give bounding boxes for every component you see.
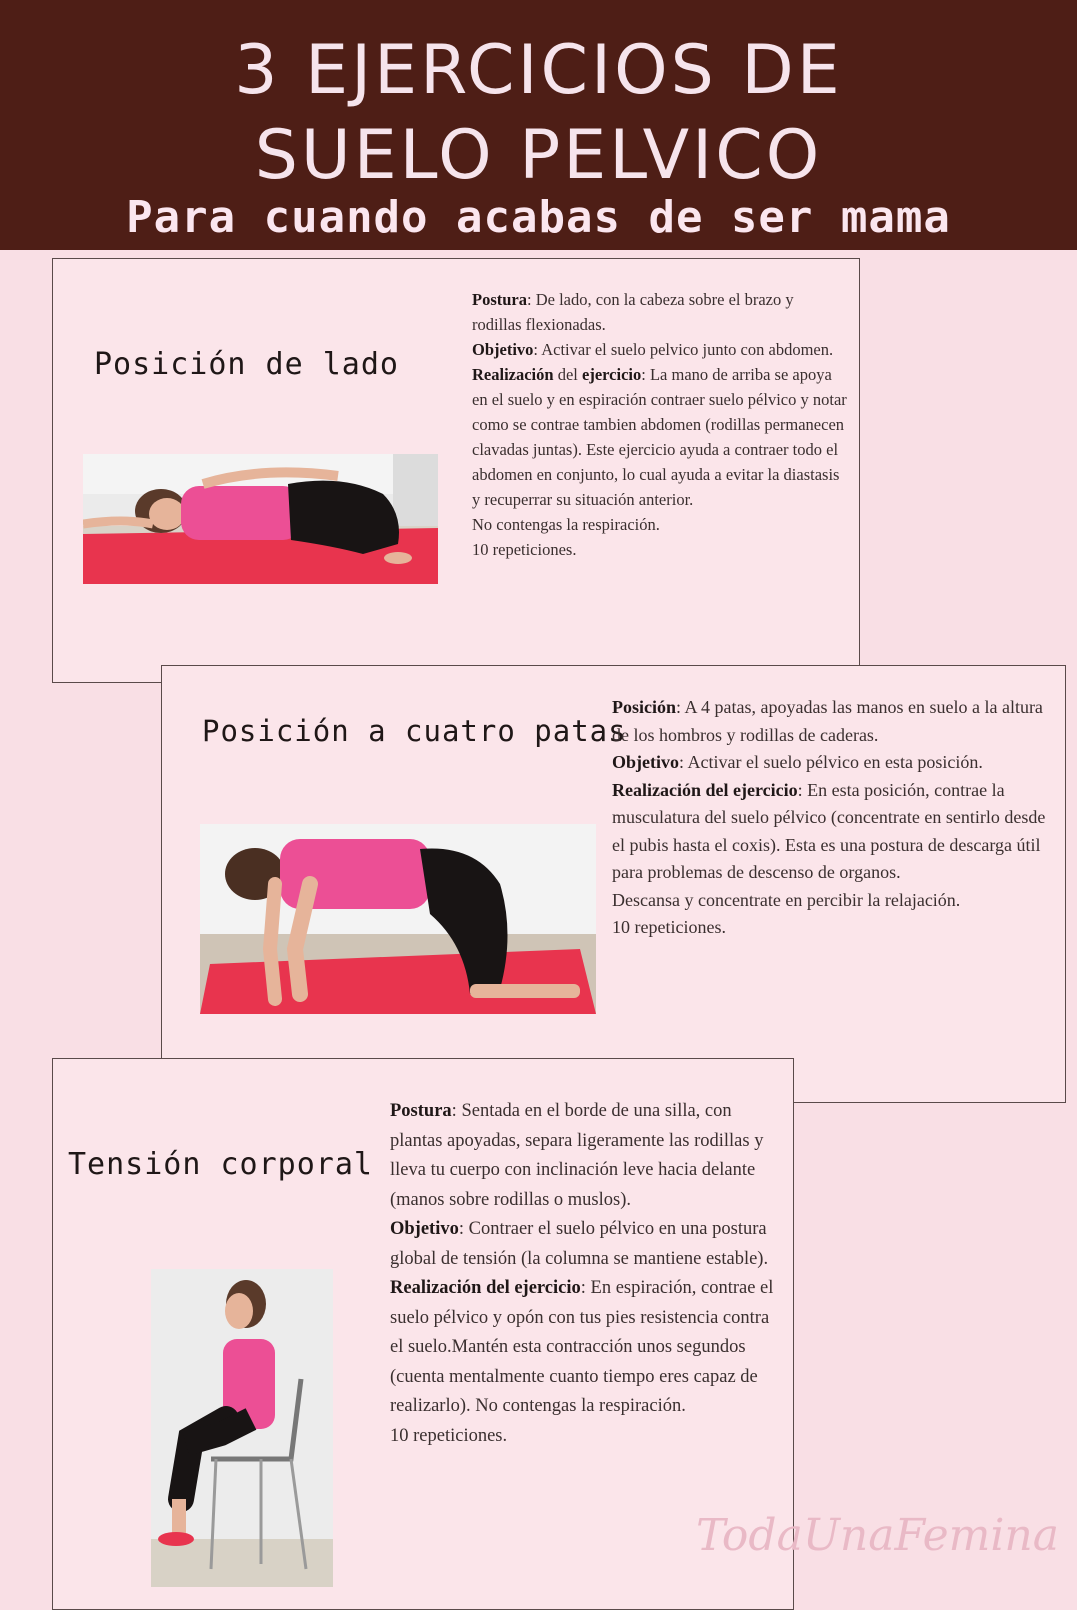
repetitions: 10 repeticiones. [390,1425,508,1446]
header-banner [0,0,1077,250]
objetivo-label: Objetivo [472,340,534,359]
exercise-card-side [52,258,860,683]
objetivo-label: Objetivo [390,1219,459,1239]
realizacion-label: Realización del ejercicio [612,779,798,800]
realizacion-text: La mano de arriba se apoya en el suelo y en espiración contraer suelo pélvico y notar como se contrae tambien abdomen (rodillas permanecen clavadas juntas). Este ejercicio ayuda a contraer todo el abdomen en conjunto, lo cual ayuda a evitar la diastasis y recuperrar su situación anterior. [472,365,847,509]
posicion-text: A 4 patas, apoyadas las manos en suelo a la altura de los hombros y rodillas de caderas. [612,697,1043,745]
woman-side-lying-photo [83,454,438,584]
relaxation-note: Descansa y concentrate en percibir la relajación. [612,889,961,910]
watermark-logo: TodaUnaFemina [696,1510,1059,1561]
realizacion-label: Realización [472,365,554,384]
page-title-line-2: SUELO PELVICO [254,116,823,195]
objetivo-label: Objetivo [612,752,679,772]
exercise-description: Posición: A 4 patas, apoyadas las manos en suelo a la altura de los hombros y rodillas de caderas. Objetivo: Activar el suelo pélvico en esta posición. Realización del ejercicio: En esta posición, contrae la musculatura del suelo pélvico (concentrate en sentirlo desde el pubis hasta el coxis). Esta es una postura de descarga útil para problemas de descenso de organos. Descansa y concentrate en percibir la relajación. 10 repeticiones. [612,694,1052,942]
woman-seated-photo [151,1269,333,1587]
exercise-photo-side [83,454,438,584]
exercise-photo-four-legs [200,824,596,1014]
realizacion-label-ejercicio: ejercicio [582,365,642,384]
postura-label: Postura [472,290,527,309]
exercise-title: Posición a cuatro patas [202,714,627,748]
objetivo-text: Activar el suelo pélvico en esta posición. [687,752,983,772]
repetitions: 10 repeticiones. [472,540,577,559]
postura-label: Postura [390,1101,452,1121]
realizacion-label: Realización del ejercicio [390,1278,581,1298]
realizacion-text: En espiración, contrae el suelo pélvico y opón con tus pies resistencia contra el suelo.Mantén esta contracción unos segundos (cuenta mentalmente cuanto tiempo eres capaz de realizarlo). No contengas la respiración. [390,1278,774,1416]
exercise-description: Postura: De lado, con la cabeza sobre el brazo y rodillas flexionadas. Objetivo: Activar el suelo pelvico junto con abdomen. Realización del ejercicio: La mano de arriba se apoya en el suelo y en espiración contraer suelo pélvico y notar como se contrae tambien abdomen (rodillas permanecen clavadas juntas). Este ejercicio ayuda a contraer todo el abdomen en conjunto, lo cual ayuda a evitar la diastasis y recuperrar su situación anterior. No contengas la respiración. 10 repeticiones. [472,287,847,562]
postura-text: Sentada en el borde de una silla, con plantas apoyadas, separa ligeramente las rodillas y lleva tu cuerpo con inclinación leve hacia delante (manos sobre rodillas o muslos). [390,1101,764,1210]
page-subtitle: Para cuando acabas de ser mama [126,192,951,243]
repetitions: 10 repeticiones. [612,917,726,937]
page-title-line-1: 3 EJERCICIOS DE [234,31,843,110]
exercise-description: Postura: Sentada en el borde de una silla, con plantas apoyadas, separa ligeramente las rodillas y lleva tu cuerpo con inclinación leve hacia delante (manos sobre rodillas o muslos). Objetivo: Contraer el suelo pélvico en una postura global de tensión (la columna se mantiene estable). Realización del ejercicio: En espiración, contrae el suelo pélvico y opón con tus pies resistencia contra el suelo.Mantén esta contracción unos segundos (cuenta mentalmente cuanto tiempo eres capaz de realizarlo). No contengas la respiración. 10 repeticiones. [390,1097,780,1451]
exercise-title: Posición de lado [94,347,399,382]
realizacion-text: En esta posición, contrae la musculatura del suelo pélvico (concentrate en sentirlo desde el pubis hasta el coxis). Esta es una postura de descarga útil para problemas de descenso de organos. [612,779,1046,882]
objetivo-text: Activar el suelo pelvico junto con abdomen. [541,340,834,359]
exercise-card-four-legs [161,665,1066,1103]
posicion-label: Posición [612,697,677,717]
exercise-title: Tensión corporal [68,1147,373,1182]
realizacion-label-del: del [557,365,578,384]
exercise-photo-tension [151,1269,333,1587]
objetivo-text: Contraer el suelo pélvico en una postura global de tensión (la columna se mantiene estable). [390,1219,769,1269]
breathing-note: No contengas la respiración. [472,515,660,534]
postura-text: De lado, con la cabeza sobre el brazo y rodillas flexionadas. [472,290,794,334]
woman-four-legs-photo [200,824,596,1014]
exercise-card-tension [52,1058,794,1610]
